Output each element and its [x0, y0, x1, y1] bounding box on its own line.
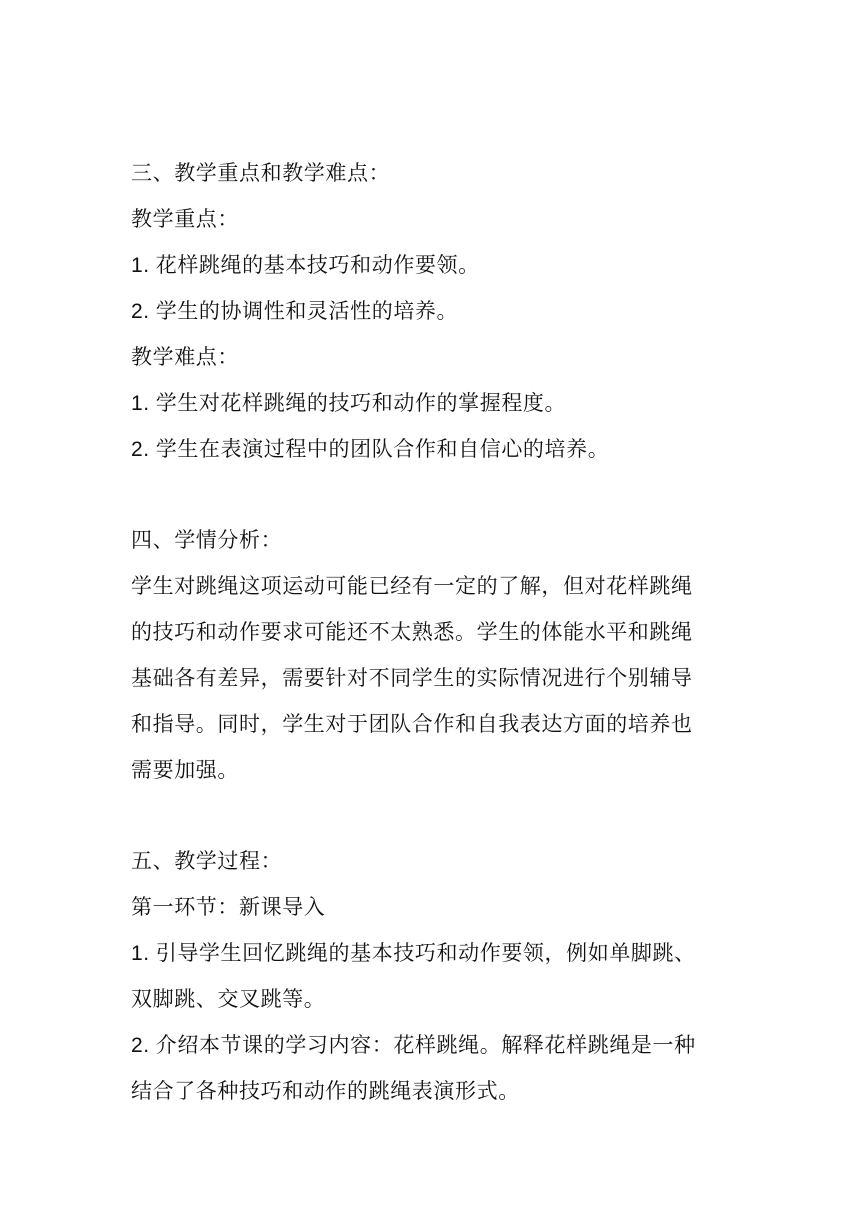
- document-content: [131, 150, 733, 1114]
- paragraph-line: 的技巧和动作要求可能还不太熟悉。学生的体能水平和跳绳: [131, 620, 693, 644]
- stage-label: 第一环节：新课导入: [131, 895, 326, 919]
- section-heading-3: 三、教学重点和教学难点：: [131, 161, 391, 185]
- paragraph-line: 基础各有差异，需要针对不同学生的实际情况进行个别辅导: [131, 666, 693, 690]
- list-item-text: 引导学生回忆跳绳的基本技巧和动作要领，例如单脚跳、: [155, 941, 696, 965]
- section-gap: [131, 472, 733, 517]
- list-item-continuation: 结合了各种技巧和动作的跳绳表演形式。: [131, 1079, 520, 1103]
- list-item-number: 1.: [131, 392, 150, 415]
- list-item: [131, 1022, 733, 1068]
- list-item-number: 2.: [131, 1034, 150, 1057]
- paragraph-line: 和指导。同时，学生对于团队合作和自我表达方面的培养也: [131, 712, 693, 736]
- list-item-number: 1.: [131, 254, 150, 277]
- list-item-number: 1.: [131, 942, 150, 965]
- focus-label: 教学重点：: [131, 207, 239, 231]
- list-item: [131, 242, 733, 288]
- section-heading-4: 四、学情分析：: [131, 528, 283, 552]
- difficulty-label: 教学难点：: [131, 345, 239, 369]
- list-item: [131, 380, 733, 426]
- list-item: [131, 426, 733, 472]
- list-item-text: 学生在表演过程中的团队合作和自信心的培养。: [155, 437, 610, 461]
- list-item-number: 2.: [131, 438, 150, 461]
- list-item-text: 学生对花样跳绳的技巧和动作的掌握程度。: [155, 391, 567, 415]
- list-item-number: 2.: [131, 300, 150, 323]
- section-heading-5: 五、教学过程：: [131, 849, 283, 873]
- paragraph-line: 需要加强。: [131, 758, 239, 782]
- paragraph-line: 学生对跳绳这项运动可能已经有一定的了解，但对花样跳绳: [131, 574, 693, 598]
- list-item: [131, 930, 733, 976]
- list-item-text: 学生的协调性和灵活性的培养。: [155, 299, 459, 323]
- section-gap: [131, 793, 733, 838]
- list-item: [131, 288, 733, 334]
- list-item-text: 介绍本节课的学习内容：花样跳绳。解释花样跳绳是一种: [155, 1033, 696, 1057]
- list-item-text: 花样跳绳的基本技巧和动作要领。: [155, 253, 480, 277]
- list-item-continuation: 双脚跳、交叉跳等。: [131, 987, 326, 1011]
